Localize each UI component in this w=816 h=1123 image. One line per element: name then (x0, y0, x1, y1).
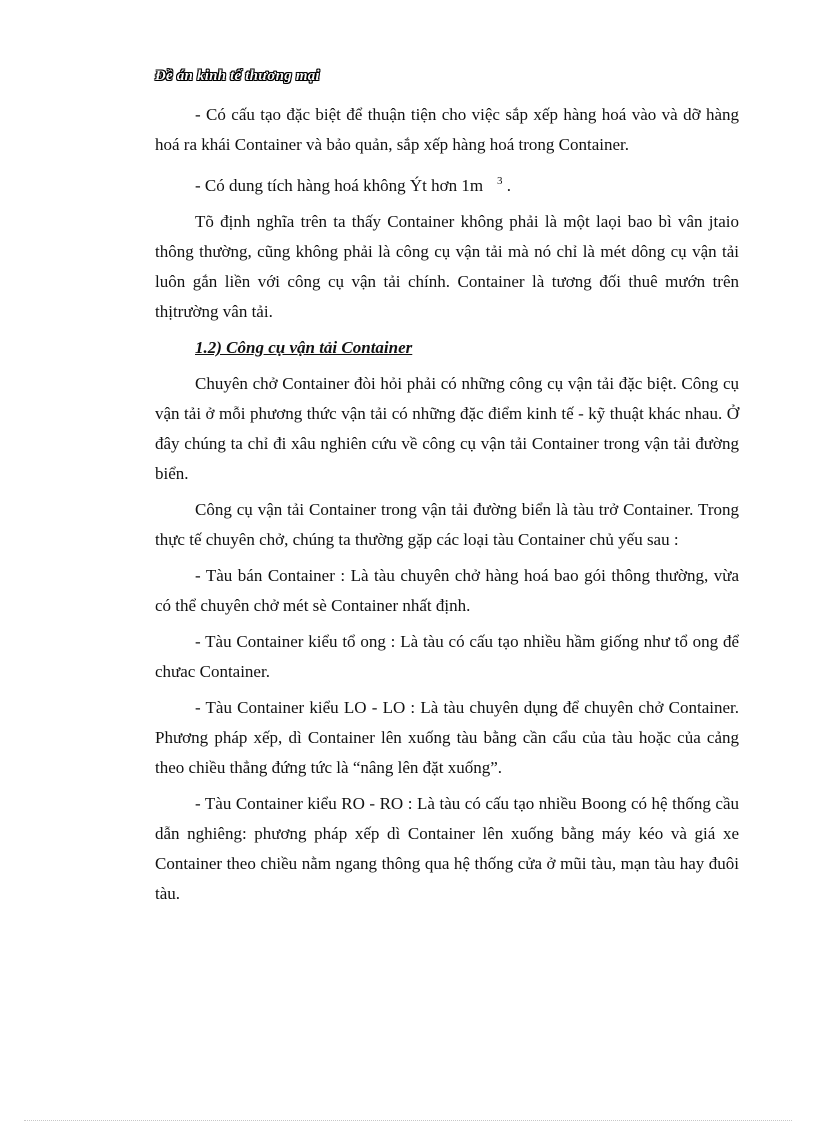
volume-text: - Có dung tích hàng hoá không Ýt hơn 1m (195, 176, 484, 195)
volume-suffix: . (506, 176, 512, 195)
paragraph-cellular-ship: - Tàu Container kiểu tổ ong : Là tàu có cấu tạo nhiều hầm giống như tổ ong để chưac Container. (155, 632, 739, 681)
paragraph-container-structure: - Có cấu tạo đặc biệt để thuận tiện cho việc sắp xếp hàng hoá vào và dỡ hàng hoá ra khái Container và bảo quản, sắp xếp hàng hoá trong Container. (155, 105, 739, 154)
paragraph-container-volume (155, 166, 739, 201)
page-bottom-divider (24, 1120, 792, 1121)
volume-superscript: 3 (497, 175, 503, 187)
paragraph-roro-ship: - Tàu Container kiểu RO - RO : Là tàu có cấu tạo nhiều Boong có hệ thống cầu dẫn nghiêng: phương pháp xếp dì Container lên xuống bằng máy kéo và giá xe Container theo chiều nằm ngang thông qua hệ thống cửa ở mũi tàu, mạn tàu hay đuôi tàu. (155, 794, 739, 903)
document-header-title: Đề án kinh tế thương mại (155, 68, 320, 84)
paragraph-transport-intro: Chuyên chở Container đòi hỏi phải có những công cụ vận tải đặc biệt. Công cụ vận tải ở mỗi phương thức vận tải có những đặc điểm kinh tế - kỹ thuật khác nhau. Ở đây chúng ta chỉ đi xâu nghiên cứu về công cụ vận tải Container trong vận tải đường biển. (155, 374, 739, 483)
paragraph-lolo-ship: - Tàu Container kiểu LO - LO : Là tàu chuyên dụng để chuyên chở Container. Phương pháp xếp, dì Container lên xuống tàu bằng cần cẩu của tàu hoặc của cảng theo chiều thẳng đứng tức là “nâng lên đặt xuống”. (155, 698, 739, 777)
section-heading: 1.2) Công cụ vận tải Container (195, 338, 413, 357)
paragraph-definition-conclusion: Tõ định nghĩa trên ta thấy Container không phải là một laọi bao bì vân jtaio thông thường, cũng không phải là công cụ vận tải mà nó chỉ là mét dông cụ vận tải luôn gắn liền với công cụ vận tải chính. Container là tương đối thuê mướn trên thịtrường vân tải. (155, 212, 739, 321)
paragraph-ship-types-intro: Công cụ vận tải Container trong vận tải đường biển là tàu trở Container. Trong thực tế chuyên chở, chúng ta thường gặp các loại tàu Container chủ yếu sau : (155, 500, 739, 549)
document-page (155, 64, 739, 915)
paragraph-semi-container-ship: - Tàu bán Container : Là tàu chuyên chở hàng hoá bao gói thông thường, vừa có thể chuyên chở mét sè Container nhất định. (155, 566, 739, 615)
